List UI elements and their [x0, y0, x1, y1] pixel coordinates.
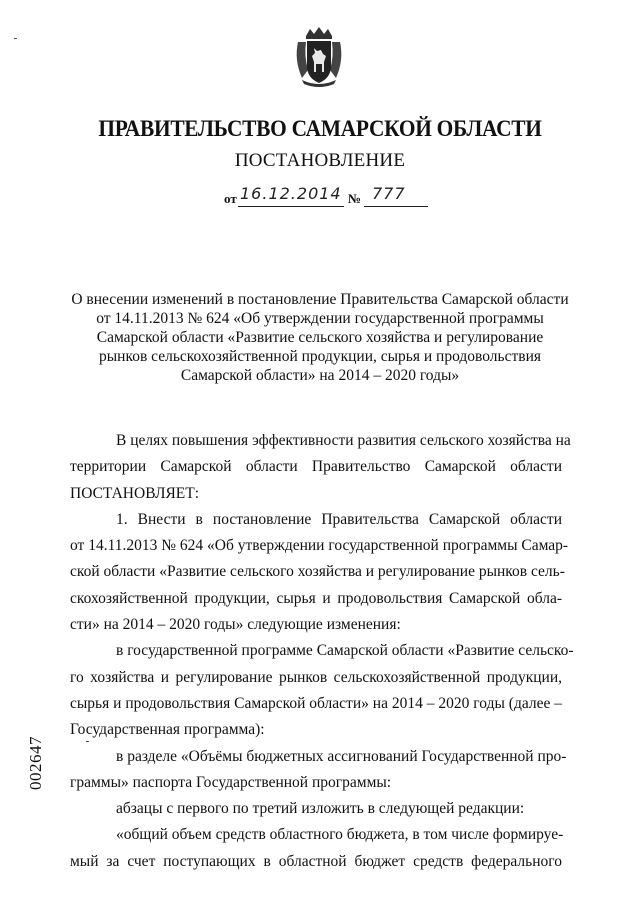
body-line: «общий объем средств областного бюджета, в том числе формируе-: [116, 826, 564, 844]
scan-speck: [14, 38, 17, 39]
body-line: абзацы с первого по третий изложить в следующей редакции:: [116, 800, 525, 818]
body-line: Государственная программа):: [70, 721, 265, 739]
body-line: в государственной программе Самарской области «Развитие сельско-: [116, 642, 574, 660]
scan-speck: [86, 741, 89, 742]
document-body: [70, 428, 574, 875]
body-line: ской области «Развитие сельского хозяйства и регулирование рынков сель-: [70, 563, 565, 581]
document-type: ПОСТАНОВЛЕНИЕ: [234, 150, 406, 171]
body-line: граммы» паспорта Государственной программы:: [70, 773, 392, 791]
date-number-line: [224, 185, 434, 209]
title-line: Самарской области» на 2014 – 2020 годы»: [180, 367, 460, 384]
body-line: сырья и продовольствия Самарской области» на 2014 – 2020 годы (далее –: [70, 694, 562, 712]
title-line: рынков сельскохозяйственной продукции, сырья и продовольствия: [99, 348, 541, 365]
handwritten-number: 777: [372, 184, 406, 203]
title-line: от 14.11.2013 № 624 «Об утверждении государственной программы: [96, 310, 544, 327]
body-line: в разделе «Объёмы бюджетных ассигнований Государственной про-: [116, 747, 567, 765]
body-line: В целях повышения эффективности развития сельского хозяйства на: [116, 432, 571, 449]
date-prefix: от: [224, 191, 237, 206]
organization-name: ПРАВИТЕЛЬСТВО САМАРСКОЙ ОБЛАСТИ: [98, 116, 542, 141]
body-line: ПОСТАНОВЛЯЕТ:: [70, 484, 200, 502]
body-line: 1. Внести в постановление Правительства Самарской области: [116, 510, 562, 528]
body-line: мый за счет поступающих в областной бюджет средств федерального: [70, 852, 562, 870]
title-line: О внесении изменений в постановление Правительства Самарской области: [71, 291, 569, 308]
body-line: скохозяйственной продукции, сырья и продовольствия Самарской обла-: [70, 589, 562, 607]
number-prefix: №: [348, 191, 362, 206]
body-line: территории Самарской области Правительство Самарской области: [70, 458, 562, 476]
body-line: от 14.11.2013 № 624 «Об утверждении государственной программы Самар-: [70, 537, 569, 555]
title-line: Самарской области «Развитие сельского хозяйства и регулирование: [96, 329, 544, 346]
coat-of-arms-emblem: [292, 26, 346, 88]
body-line: сти» на 2014 – 2020 годы» следующие изменения:: [70, 616, 401, 634]
handwritten-date: 16.12.2014: [240, 184, 342, 203]
body-line: го хозяйства и регулирование рынков сельскохозяйственной продукции,: [70, 668, 562, 686]
document-title: [60, 290, 580, 385]
registration-number: 002647: [26, 736, 45, 790]
